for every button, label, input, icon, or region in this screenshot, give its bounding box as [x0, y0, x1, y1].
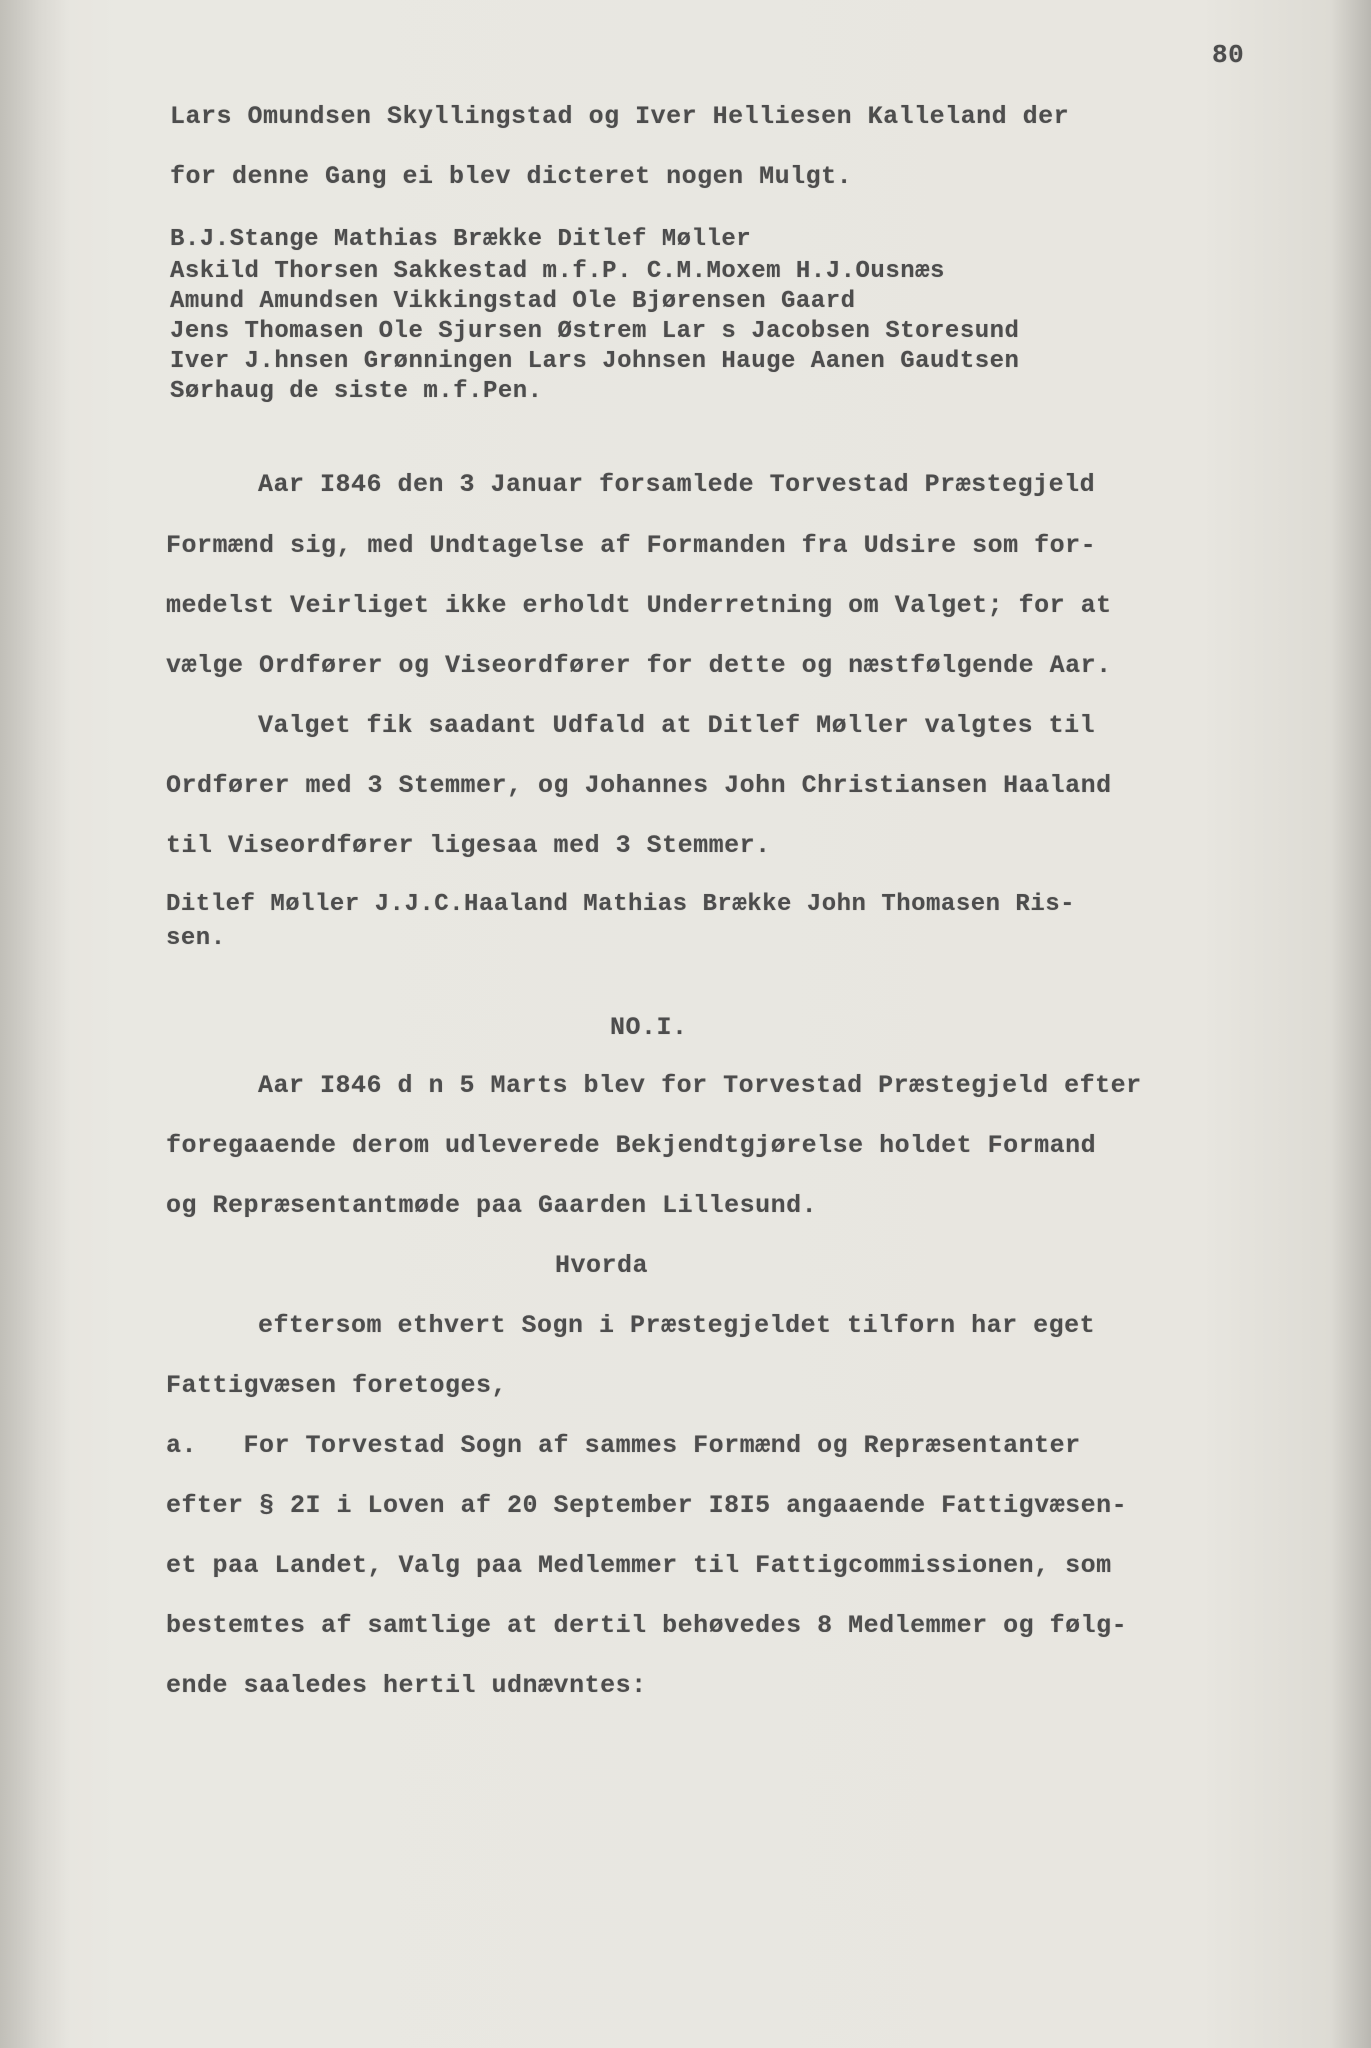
text-line: Aar I846 den 3 Januar forsamlede Torvestad Præstegjeld: [258, 470, 1096, 499]
text-line: bestemtes af samtlige at dertil behøvedes 8 Medlemmer og følg-: [166, 1611, 1128, 1640]
signature-line: Ditlef Møller J.J.C.Haaland Mathias Brække John Thomasen Ris-: [166, 891, 1076, 918]
text-line: medelst Veirliget ikke erholdt Underretning om Valget; for at: [166, 591, 1112, 620]
signature-line: sen.: [166, 925, 226, 952]
text-line: foregaaende derom udleverede Bekjendtgjørelse holdet Formand: [166, 1131, 1097, 1160]
text-line: Lars Omundsen Skyllingstad og Iver Helliesen Kalleland der: [170, 102, 1070, 131]
text-line: vælge Ordfører og Viseordfører for dette og næstfølgende Aar.: [166, 651, 1112, 680]
page-number: 80: [1212, 40, 1245, 70]
signature-line: Jens Thomasen Ole Sjursen Østrem Lar s Jacobsen Storesund: [170, 318, 1020, 345]
text-line: Formænd sig, med Undtagelse af Formanden fra Udsire som for-: [166, 531, 1097, 560]
signature-line: Askild Thorsen Sakkestad m.f.P. C.M.Moxem H.J.Ousnæs: [170, 258, 945, 285]
text-line: ende saaledes hertil udnævntes:: [166, 1671, 647, 1700]
text-line: eftersom ethvert Sogn i Præstegjeldet tilforn har eget: [258, 1311, 1096, 1340]
text-line: et paa Landet, Valg paa Medlemmer til Fattigcommissionen, som: [166, 1551, 1112, 1580]
text-line: Fattigvæsen foretoges,: [166, 1371, 508, 1400]
text-line: og Repræsentantmøde paa Gaarden Lillesund.: [166, 1191, 818, 1220]
signature-line: Sørhaug de siste m.f.Pen.: [170, 378, 543, 405]
text-line: Valget fik saadant Udfald at Ditlef Møller valgtes til: [258, 711, 1096, 740]
text-line: Ordfører med 3 Stemmer, og Johannes John Christiansen Haaland: [166, 771, 1112, 800]
text-line: efter § 2I i Loven af 20 September I8I5 angaaende Fattigvæsen-: [166, 1491, 1128, 1520]
text-line: a. For Torvestad Sogn af sammes Formænd og Repræsentanter: [166, 1431, 1081, 1460]
text-line: for denne Gang ei blev dicteret nogen Mulgt.: [170, 162, 853, 191]
text-line: til Viseordfører ligesaa med 3 Stemmer.: [166, 831, 771, 860]
text-line: Aar I846 d n 5 Marts blev for Torvestad Præstegjeld efter: [258, 1071, 1142, 1100]
text-line: Hvorda: [555, 1251, 649, 1280]
signature-line: Amund Amundsen Vikkingstad Ole Bjørensen Gaard: [170, 288, 856, 315]
signature-line: Iver J.hnsen Grønningen Lars Johnsen Hauge Aanen Gaudtsen: [170, 348, 1020, 375]
signature-line: B.J.Stange Mathias Brække Ditlef Møller: [170, 226, 752, 253]
section-heading: NO.I.: [610, 1013, 688, 1042]
